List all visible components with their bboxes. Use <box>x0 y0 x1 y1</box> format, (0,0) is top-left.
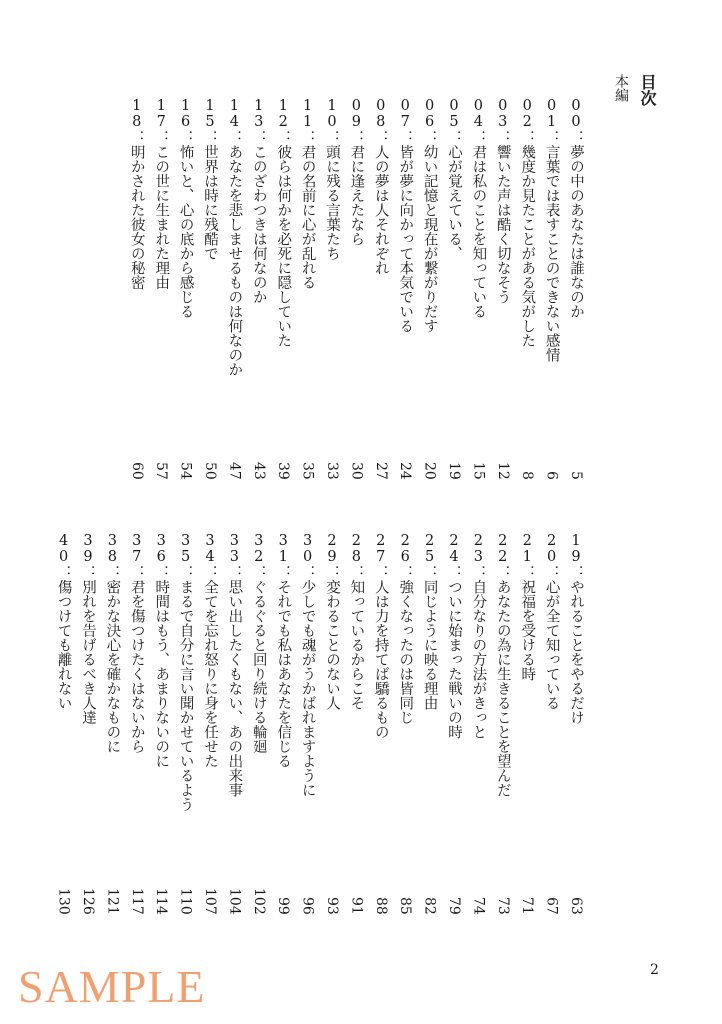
toc-entry-title: 08：人の夢は人それぞれ <box>372 98 389 275</box>
toc-entry-title: 00：夢の中のあなたは誰なのか <box>568 98 584 319</box>
toc-entry <box>299 98 317 480</box>
toc-entry-title: 35：まるで自分に言い聞かせているよう <box>177 533 194 812</box>
toc-entry <box>250 533 268 915</box>
toc-entry <box>518 533 536 915</box>
toc-entry-title: 06：幼い記憶と現在が繋がりだす <box>421 98 438 333</box>
toc-entry-title: 23：自分なりの方法がきっと <box>470 533 487 739</box>
toc-entry <box>421 533 439 915</box>
toc-entry <box>518 98 536 480</box>
toc-entry <box>177 533 195 915</box>
toc-entry <box>201 533 219 915</box>
toc-entry-title: 12：彼らは何かを必死に隠していた <box>275 98 292 348</box>
toc-entry-page: 15 <box>470 462 487 480</box>
toc-entry-page: 39 <box>275 462 292 480</box>
toc-entry-title: 28：知っているからこそ <box>348 533 365 710</box>
toc-entry-page: 82 <box>421 897 438 915</box>
toc-entry <box>543 98 561 480</box>
toc-entry-title: 26：強くなったのは皆同じ <box>397 533 414 725</box>
toc-entry-page: 110 <box>177 888 194 915</box>
page-number: 2 <box>650 962 659 978</box>
toc-entry-page: 33 <box>324 462 340 480</box>
toc-entry-page: 57 <box>153 462 170 480</box>
toc-entry-page: 60 <box>128 462 145 480</box>
toc-entry-title: 07：皆が夢に向かって本気でいる <box>397 98 414 333</box>
toc-entry <box>250 98 268 480</box>
toc-entry-title: 15：世界は時に残酷で <box>202 98 218 261</box>
toc-entry-title: 37：君を傷つけたくはないから <box>128 533 145 754</box>
toc-entry-title: 40：傷つけても離れない <box>55 533 72 710</box>
toc-entry-page: 54 <box>177 462 194 480</box>
toc-entry-title: 01：言葉では表すことのできない感情 <box>543 98 560 362</box>
toc-entry-page: 19 <box>446 462 462 480</box>
toc-entry <box>469 98 487 480</box>
toc-entry-title: 09：君に逢えたなら <box>348 98 365 246</box>
toc-entry <box>128 98 146 480</box>
toc-entry <box>469 533 487 915</box>
toc-entry-page: 93 <box>324 897 340 915</box>
toc-entry-page: 85 <box>397 897 414 915</box>
toc-entry-page: 130 <box>55 888 72 915</box>
toc-entry-page: 6 <box>543 471 560 480</box>
toc-entry-page: 8 <box>519 471 536 480</box>
toc-entry-page: 50 <box>202 462 218 480</box>
toc-entry-page: 71 <box>519 897 536 915</box>
toc-entry-page: 5 <box>568 471 584 480</box>
toc-entry-page: 20 <box>421 462 438 480</box>
toc-entry-page: 117 <box>128 888 145 915</box>
toc-entry <box>225 98 243 480</box>
toc-entry <box>421 98 439 480</box>
toc-entry <box>128 533 146 915</box>
toc-entry <box>79 533 97 915</box>
toc-entry-title: 29：変わることのない人 <box>324 533 340 710</box>
toc-entry-page: 12 <box>494 462 511 480</box>
toc-entry-title: 03：響いた声は酷く切なそう <box>494 98 511 304</box>
toc-entry <box>152 98 170 480</box>
toc-entry-title: 27：人は力を持てば驕るもの <box>372 533 389 739</box>
toc-entry-page: 73 <box>494 897 511 915</box>
toc-entry-title: 39：別れを告げるべき人達 <box>80 533 96 725</box>
toc-entry-title: 04：君は私のことを知っている <box>470 98 487 319</box>
toc-entry-title: 30：少しでも魂がうかばれますように <box>299 533 316 797</box>
toc-entry-page: 107 <box>202 888 218 915</box>
toc-entry <box>152 533 170 915</box>
toc-entry <box>201 98 219 480</box>
toc-entry <box>274 98 292 480</box>
toc-entry-page: 88 <box>372 897 389 915</box>
toc-title: 目次 <box>638 74 657 106</box>
section-heading: 本編 <box>613 74 629 102</box>
toc-entry-title: 19：やれることをやるだけ <box>568 533 584 725</box>
toc-entry <box>347 533 365 915</box>
toc-entry-page: 47 <box>226 462 243 480</box>
toc-entry-title: 25：同じように映る理由 <box>421 533 438 710</box>
toc-entry-title: 17：この世に生まれた理由 <box>153 98 170 290</box>
toc-entry-title: 31：それでも私はあなたを信じる <box>275 533 292 768</box>
toc-entry <box>55 533 73 915</box>
toc-entry-page: 126 <box>80 888 96 915</box>
toc-entry-page: 35 <box>299 462 316 480</box>
toc-entry-page: 114 <box>153 888 170 915</box>
toc-entry <box>103 533 121 915</box>
toc-entry-page: 27 <box>372 462 389 480</box>
toc-entry <box>372 98 390 480</box>
toc-entry-title: 11：君の名前に心が乱れる <box>299 98 316 290</box>
toc-entry-title: 13：このざわつきは何なのか <box>250 98 267 304</box>
toc-entry-page: 102 <box>250 888 267 915</box>
toc-entry <box>225 533 243 915</box>
toc-entry-title: 14：あなたを悲しませるものは何なのか <box>226 98 243 377</box>
toc-entry-page: 30 <box>348 462 365 480</box>
sample-watermark: SAMPLE <box>18 961 206 1012</box>
toc-entry-page: 63 <box>568 897 584 915</box>
toc-entry <box>274 533 292 915</box>
toc-entry-title: 05：心が覚えている、 <box>446 98 462 261</box>
toc-entry-page: 91 <box>348 897 365 915</box>
toc-entry <box>396 98 414 480</box>
toc-entry-title: 10：頭に残る言葉たち <box>324 98 340 261</box>
toc-entry <box>445 98 463 480</box>
toc-entry <box>396 533 414 915</box>
toc-entry-title: 20：心が全て知っている <box>543 533 560 710</box>
toc-entry-title: 33：思い出したくもない、あの出来事 <box>226 533 243 797</box>
toc-entry-page: 96 <box>299 897 316 915</box>
toc-entry-page: 74 <box>470 897 487 915</box>
toc-entry <box>372 533 390 915</box>
toc-entry-title: 34：全てを忘れ怒りに身を任せた <box>202 533 218 768</box>
toc-entry-title: 21：祝福を受ける時 <box>519 533 536 681</box>
toc-entry-page: 67 <box>543 897 560 915</box>
toc-entry-page: 24 <box>397 462 414 480</box>
toc-entry <box>445 533 463 915</box>
toc-entry-page: 99 <box>275 897 292 915</box>
toc-entry <box>567 533 585 915</box>
toc-entry <box>494 98 512 480</box>
toc-entry-title: 36：時間はもう、あまりないのに <box>153 533 170 768</box>
toc-entry-title: 38：密かな決心を確かなものに <box>104 533 121 754</box>
toc-entry <box>347 98 365 480</box>
toc-entry <box>323 533 341 915</box>
toc-entry-title: 32：ぐるぐると回り続ける輪廻 <box>250 533 267 754</box>
toc-entry <box>299 533 317 915</box>
toc-entry <box>543 533 561 915</box>
toc-entry-page: 79 <box>446 897 462 915</box>
toc-entry <box>177 98 195 480</box>
toc-entry <box>494 533 512 915</box>
toc-entry-page: 121 <box>104 888 121 915</box>
toc-entry-title: 24：ついに始まった戦いの時 <box>446 533 462 739</box>
toc-entry-page: 43 <box>250 462 267 480</box>
toc-entry-title: 22：あなたの為に生きることを望んだ <box>494 533 511 797</box>
toc-entry-title: 02：幾度か見たことがある気がした <box>519 98 536 348</box>
toc-entry-title: 16：怖いと、心の底から感じる <box>177 98 194 319</box>
toc-entry <box>323 98 341 480</box>
toc-entry-page: 104 <box>226 888 243 915</box>
toc-entry-title: 18：明かされた彼女の秘密 <box>128 98 145 290</box>
toc-entry <box>567 98 585 480</box>
